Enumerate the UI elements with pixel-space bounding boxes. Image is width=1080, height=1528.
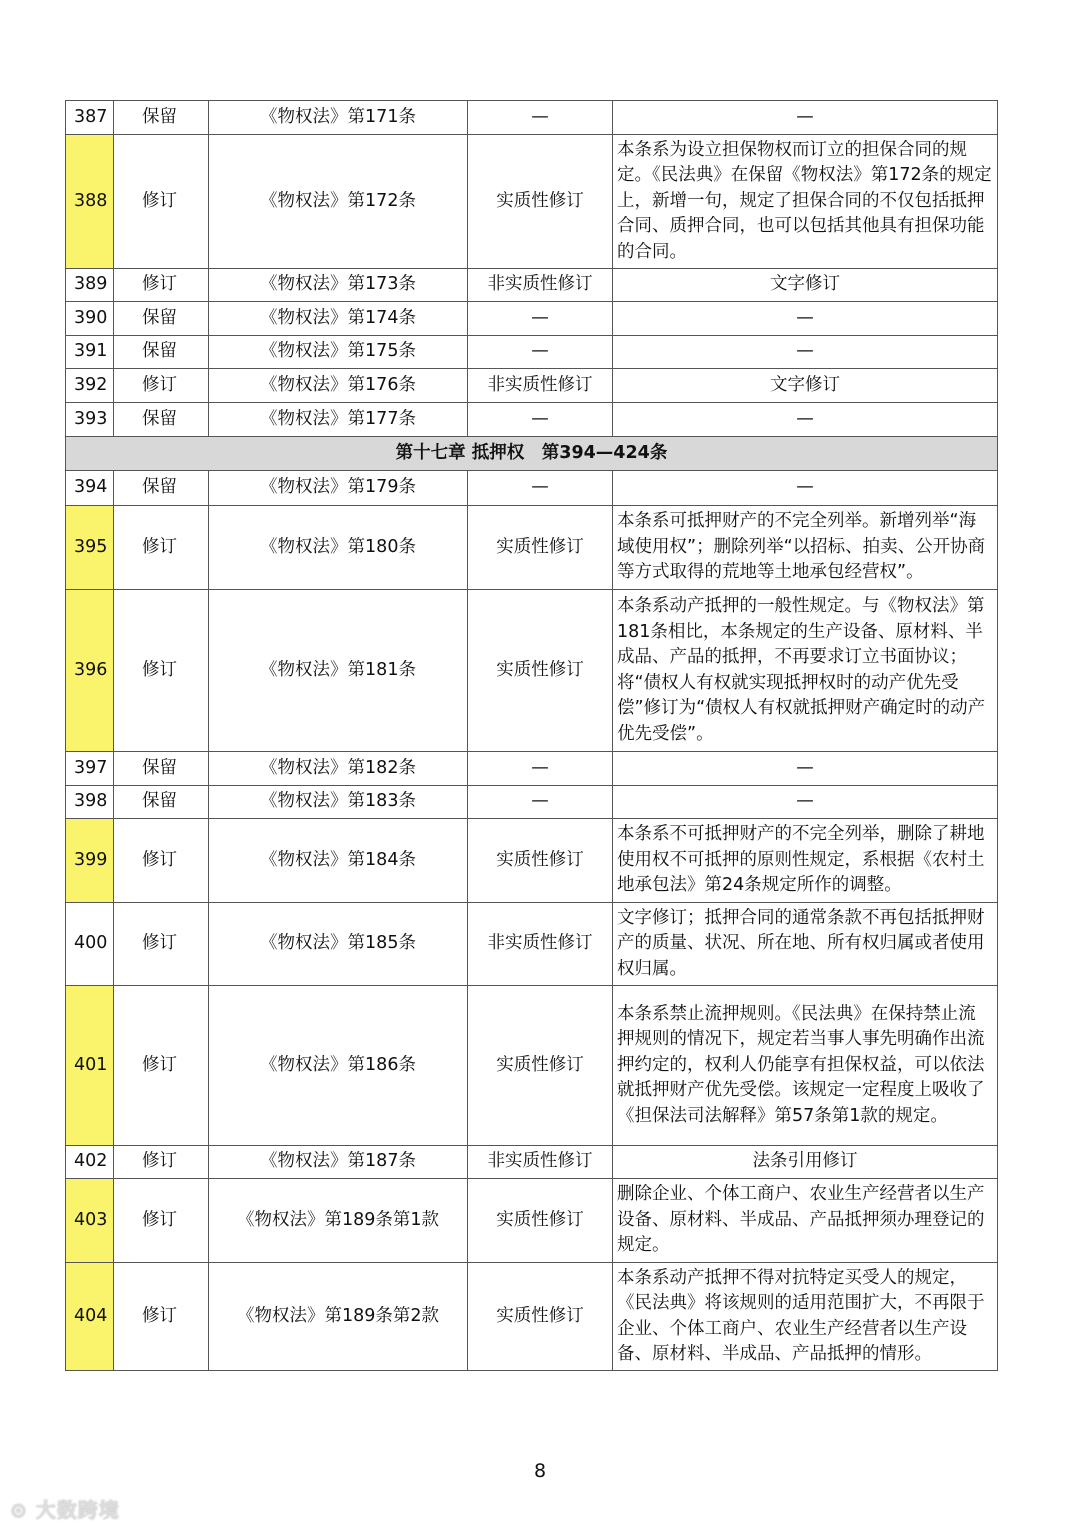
revision-note: 本条系动产抵押不得对抗特定买受人的规定，《民法典》将该规则的适用范围扩大，不再限于企业、个体工商户、农业生产经营者以生产设备、原材料、半成品、产品抵押的情形。 <box>613 1263 998 1371</box>
source-article: 《物权法》第174条 <box>209 302 468 336</box>
revision-note: 本条系动产抵押的一般性规定。与《物权法》第181条相比，本条规定的生产设备、原材料、半成品、产品的抵押，不再要求订立书面协议；将“债权人有权就实现抵押权时的动产优先受偿”修订为“债权人有权就抵押财产确定时的动产优先受偿”。 <box>613 590 998 752</box>
page-number: 8 <box>533 1460 547 1482</box>
article-number: 396 <box>66 590 114 752</box>
source-article: 《物权法》第173条 <box>209 269 468 302</box>
table-row <box>66 302 998 336</box>
table-row <box>66 786 998 819</box>
status-cell: 修订 <box>114 1263 209 1371</box>
watermark-text: 大数跨境 <box>35 1498 120 1522</box>
revision-note: — <box>613 302 998 336</box>
revision-type: 实质性修订 <box>468 506 613 590</box>
status-cell: 修订 <box>114 269 209 302</box>
revision-note: 法条引用修订 <box>613 1146 998 1179</box>
table-row <box>66 1179 998 1263</box>
table-row <box>66 269 998 302</box>
status-cell: 修订 <box>114 369 209 403</box>
revision-type: — <box>468 471 613 506</box>
article-number: 397 <box>66 752 114 786</box>
source-article: 《物权法》第182条 <box>209 752 468 786</box>
source-article: 《物权法》第183条 <box>209 786 468 819</box>
source-article: 《物权法》第189条第2款 <box>209 1263 468 1371</box>
revision-type: — <box>468 403 613 437</box>
table-row <box>66 403 998 437</box>
revision-note: 文字修订 <box>613 269 998 302</box>
article-number: 398 <box>66 786 114 819</box>
source-article: 《物权法》第172条 <box>209 135 468 269</box>
revision-note: — <box>613 752 998 786</box>
status-cell: 修订 <box>114 506 209 590</box>
article-number: 388 <box>66 135 114 269</box>
revision-type: 非实质性修订 <box>468 269 613 302</box>
revision-type: — <box>468 752 613 786</box>
source-article: 《物权法》第189条第1款 <box>209 1179 468 1263</box>
table-row <box>66 135 998 269</box>
article-number: 402 <box>66 1146 114 1179</box>
revision-note: — <box>613 336 998 369</box>
revision-note: — <box>613 403 998 437</box>
table-row <box>66 1146 998 1179</box>
revision-type: 非实质性修订 <box>468 369 613 403</box>
revision-type: 实质性修订 <box>468 135 613 269</box>
table-row <box>66 101 998 135</box>
status-cell: 保留 <box>114 101 209 135</box>
table-row <box>66 590 998 752</box>
source-article: 《物权法》第181条 <box>209 590 468 752</box>
source-article: 《物权法》第176条 <box>209 369 468 403</box>
table-row <box>66 1263 998 1371</box>
revision-type: 实质性修订 <box>468 986 613 1146</box>
revision-note: 本条系可抵押财产的不完全列举。新增列举“海域使用权”；删除列举“以招标、拍卖、公开协商等方式取得的荒地等土地承包经营权”。 <box>613 506 998 590</box>
revision-type: — <box>468 101 613 135</box>
article-number: 401 <box>66 986 114 1146</box>
article-number: 391 <box>66 336 114 369</box>
revision-note: — <box>613 101 998 135</box>
status-cell: 保留 <box>114 752 209 786</box>
revision-type: — <box>468 302 613 336</box>
status-cell: 保留 <box>114 302 209 336</box>
revision-type: — <box>468 786 613 819</box>
article-number: 399 <box>66 819 114 903</box>
revision-type: 非实质性修订 <box>468 903 613 986</box>
revision-note: 本条系不可抵押财产的不完全列举，删除了耕地使用权不可抵押的原则性规定，系根据《农村土地承包法》第24条规定所作的调整。 <box>613 819 998 903</box>
table-row <box>66 471 998 506</box>
source-article: 《物权法》第184条 <box>209 819 468 903</box>
article-number: 404 <box>66 1263 114 1371</box>
status-cell: 保留 <box>114 403 209 437</box>
chapter-title: 第十七章 抵押权 第394—424条 <box>66 437 998 471</box>
status-cell: 修订 <box>114 1179 209 1263</box>
table-row <box>66 369 998 403</box>
revision-note: 文字修订；抵押合同的通常条款不再包括抵押财产的质量、状况、所在地、所有权归属或者使用权归属。 <box>613 903 998 986</box>
table-row <box>66 986 998 1146</box>
status-cell: 修订 <box>114 590 209 752</box>
status-cell: 修订 <box>114 1146 209 1179</box>
article-number: 387 <box>66 101 114 135</box>
revision-table <box>65 100 998 1371</box>
status-cell: 修订 <box>114 986 209 1146</box>
watermark-logo: ⊙ 大数跨境 <box>10 1498 120 1522</box>
source-article: 《物权法》第180条 <box>209 506 468 590</box>
source-article: 《物权法》第175条 <box>209 336 468 369</box>
source-article: 《物权法》第171条 <box>209 101 468 135</box>
revision-type: — <box>468 336 613 369</box>
revision-type: 实质性修订 <box>468 1263 613 1371</box>
article-number: 400 <box>66 903 114 986</box>
revision-type: 实质性修订 <box>468 1179 613 1263</box>
article-number: 392 <box>66 369 114 403</box>
article-number: 390 <box>66 302 114 336</box>
status-cell: 保留 <box>114 786 209 819</box>
status-cell: 修订 <box>114 819 209 903</box>
revision-type: 实质性修订 <box>468 590 613 752</box>
table-row <box>66 506 998 590</box>
status-cell: 保留 <box>114 471 209 506</box>
revision-note: 本条系禁止流押规则。《民法典》在保持禁止流押规则的情况下，规定若当事人事先明确作出流押约定的，权利人仍能享有担保权益，可以依法就抵押财产优先受偿。该规定一定程度上吸收了《担保法司法解释》第57条第1款的规定。 <box>613 986 998 1146</box>
source-article: 《物权法》第179条 <box>209 471 468 506</box>
article-number: 403 <box>66 1179 114 1263</box>
table-row <box>66 903 998 986</box>
revision-note: 文字修订 <box>613 369 998 403</box>
status-cell: 修订 <box>114 135 209 269</box>
revision-note: 本条系为设立担保物权而订立的担保合同的规定。《民法典》在保留《物权法》第172条的规定上，新增一句，规定了担保合同的不仅包括抵押合同、质押合同，也可以包括其他具有担保功能的合同。 <box>613 135 998 269</box>
article-number: 394 <box>66 471 114 506</box>
table-row <box>66 336 998 369</box>
table-row <box>66 752 998 786</box>
source-article: 《物权法》第187条 <box>209 1146 468 1179</box>
article-number: 395 <box>66 506 114 590</box>
table-row <box>66 819 998 903</box>
revision-note: 删除企业、个体工商户、农业生产经营者以生产设备、原材料、半成品、产品抵押须办理登记的规定。 <box>613 1179 998 1263</box>
status-cell: 修订 <box>114 903 209 986</box>
revision-type: 实质性修订 <box>468 819 613 903</box>
source-article: 《物权法》第186条 <box>209 986 468 1146</box>
revision-note: — <box>613 471 998 506</box>
article-number: 389 <box>66 269 114 302</box>
article-number: 393 <box>66 403 114 437</box>
revision-type: 非实质性修订 <box>468 1146 613 1179</box>
source-article: 《物权法》第177条 <box>209 403 468 437</box>
chapter-header-row <box>66 437 998 471</box>
revision-note: — <box>613 786 998 819</box>
source-article: 《物权法》第185条 <box>209 903 468 986</box>
status-cell: 保留 <box>114 336 209 369</box>
